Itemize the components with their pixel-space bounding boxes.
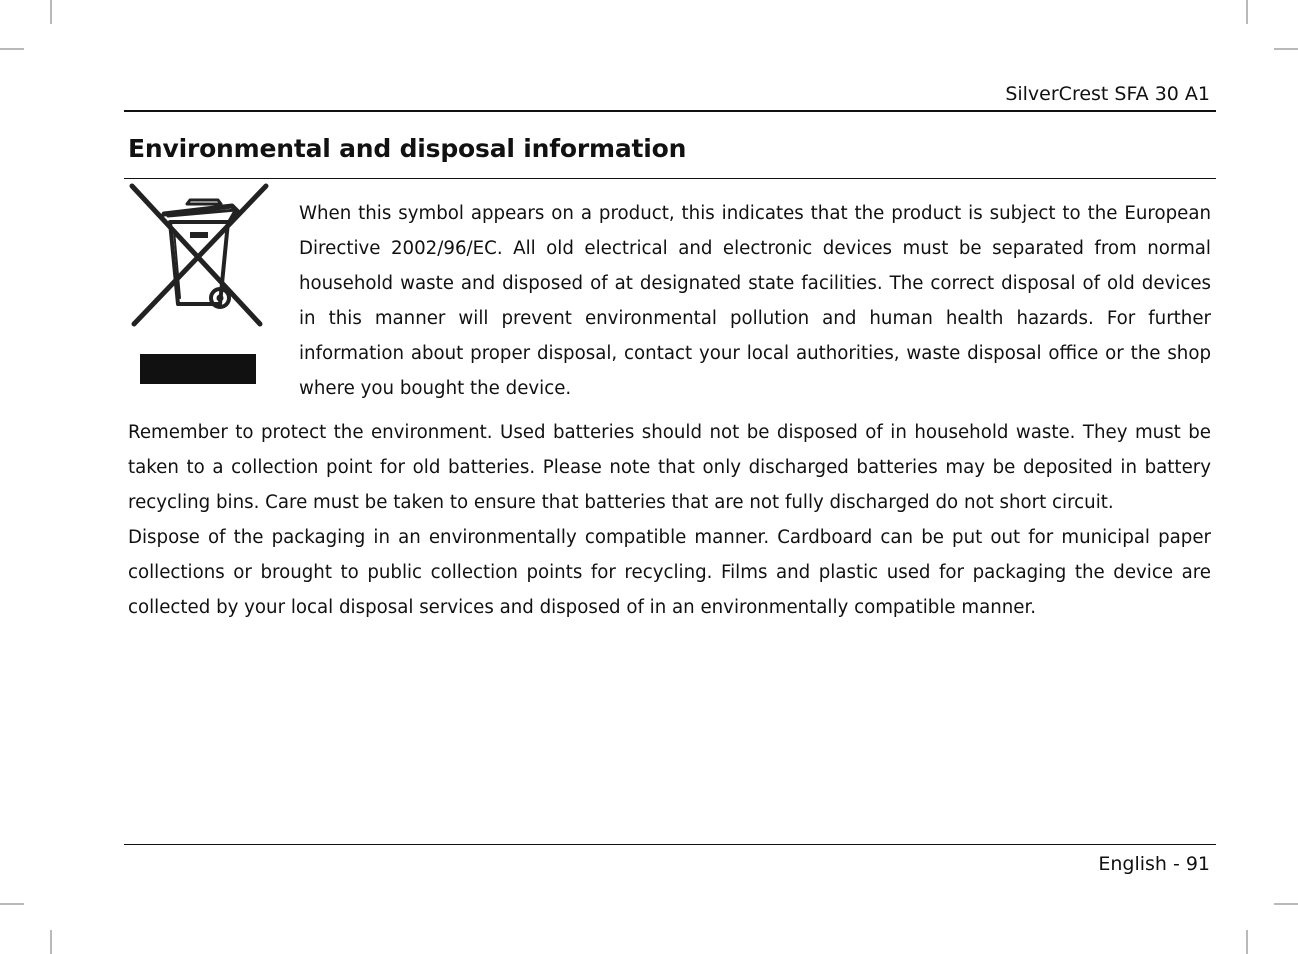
section-title: Environmental and disposal information <box>128 134 687 163</box>
crop-mark <box>1246 930 1248 954</box>
crop-mark <box>1274 903 1298 905</box>
header-rule <box>124 110 1216 112</box>
footer-separator: - <box>1172 853 1180 875</box>
batteries-paragraph: Remember to protect the environment. Used batteries should not be disposed of in household waste. They must be taken to a collection point for old batteries. Please note that only discharged batteries may be deposited in battery recycling bins. Care must be taken to ensure that batteries that are not fully discharged do not short circuit. <box>128 422 1211 513</box>
footer-rule <box>124 844 1216 845</box>
crop-mark <box>50 0 52 24</box>
crop-mark <box>1246 0 1248 24</box>
running-header: SilverCrest SFA 30 A1 <box>1005 83 1210 105</box>
title-rule <box>124 178 1216 179</box>
page-number: 91 <box>1185 853 1210 875</box>
crossed-out-wheelie-bin-icon <box>128 180 270 390</box>
page-footer <box>1098 851 1210 877</box>
footer-language: English <box>1098 853 1167 875</box>
crop-mark <box>50 930 52 954</box>
weee-paragraph: When this symbol appears on a product, this indicates that the product is subject to the European Directive 2002/96/EC. All old electrical and electronic devices must be separated from normal household waste and disposed of at designated state facilities. The correct disposal of old devices in this manner will prevent environmental pollution and human health hazards. For further information about proper disposal, contact your local authorities, waste disposal office or the shop where you bought the device. <box>299 203 1211 399</box>
packaging-paragraph: Dispose of the packaging in an environmentally compatible manner. Cardboard can be put out for municipal paper collections or brought to public collection points for recycling. Films and plastic used for packaging the device are collected by your local disposal services and disposed of in an environmentally compatible manner. <box>128 527 1211 618</box>
crop-mark <box>0 48 24 50</box>
crop-mark <box>0 903 24 905</box>
crop-mark <box>1274 48 1298 50</box>
